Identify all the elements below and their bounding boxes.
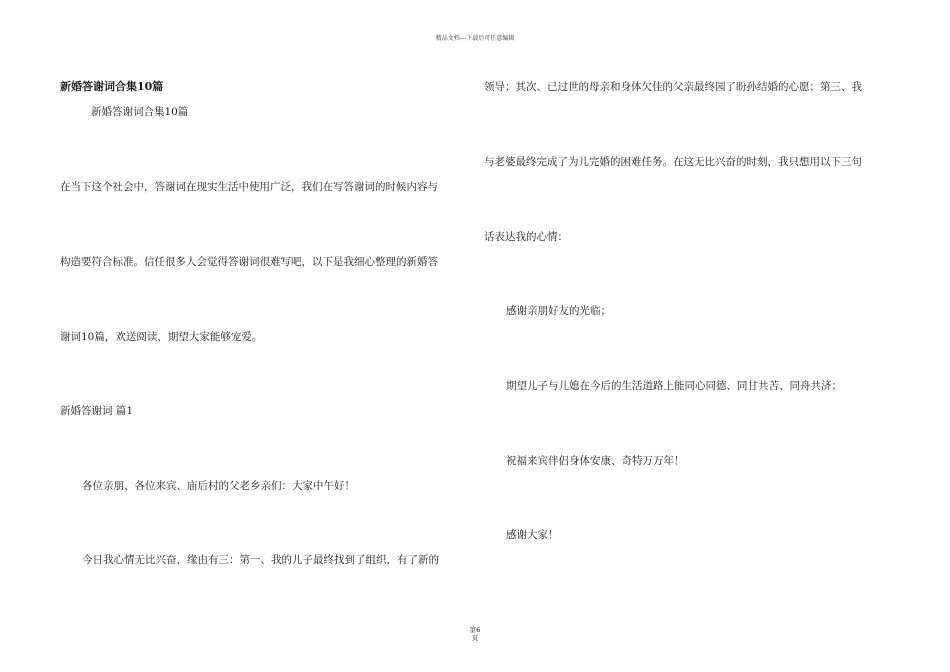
paragraph-line: 感谢大家！ — [506, 529, 559, 541]
page-header: 精品文档---下载后可任意编辑 — [435, 35, 515, 42]
document-subtitle: 新婚答谢词合集10篇 — [91, 106, 189, 118]
page-number-suffix: 页 — [471, 634, 479, 642]
paragraph-line: 各位亲朋、各位来宾、庙后村的父老乡亲们：大家中午好！ — [82, 480, 355, 492]
document-title: 新婚答谢词合集10篇 — [60, 80, 164, 93]
paragraph-line: 感谢亲朋好友的光临； — [506, 305, 611, 317]
paragraph-line: 在当下这个社会中，答谢词在现实生活中使用广泛，我们在写答谢词的时候内容与 — [60, 181, 438, 193]
paragraph-line: 期望儿子与儿媳在今后的生活道路上能同心同德、同甘共苦、同舟共济； — [506, 380, 842, 392]
paragraph-line: 话表达我的心情： — [484, 231, 568, 243]
paragraph-line: 与老婆最终完成了为儿完婚的困难任务。在这无比兴奋的时刻，我只想用以下三句 — [484, 156, 862, 168]
page-number — [462, 626, 488, 642]
paragraph-line: 今日我心情无比兴奋，缘由有三：第一、我的儿子最终找到了组织，有了新的 — [82, 554, 439, 566]
paragraph-line: 谢词10篇，欢送阅读，期望大家能够宠爱。 — [60, 331, 263, 343]
page-number-label: 第6 — [469, 626, 481, 634]
paragraph-line: 祝福来宾伴侣身体安康、奇特万万年！ — [506, 455, 685, 467]
paragraph-line: 构造要符合标准。信任很多人会觉得答谢词很难写吧，以下是我细心整理的新婚答 — [60, 256, 438, 268]
section-heading: 新婚答谢词 篇1 — [60, 405, 134, 417]
paragraph-line: 领导；其次、已过世的母亲和身体欠佳的父亲最终园了盼孙结婚的心愿；第三、我 — [484, 81, 862, 93]
